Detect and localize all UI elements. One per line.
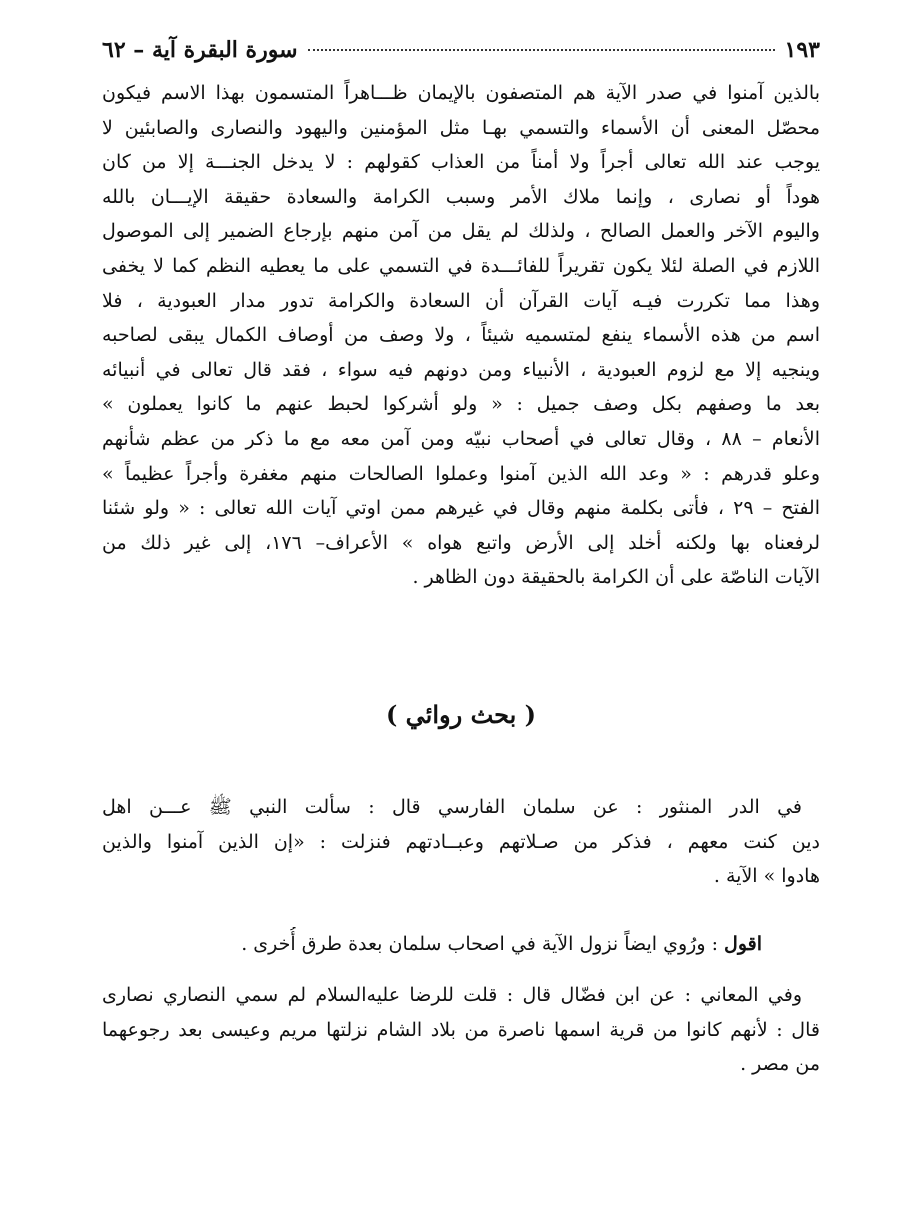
text-line: هادوا » الآية . [713,865,820,888]
text-line: واليوم الآخر والعمل الصالح ، ولذلك لم يقل من آمن منهم بإرجاع الضمير إلى الموصول [102,220,820,243]
text-line: من مصر . [740,1053,820,1076]
commentary-paragraph [102,76,820,595]
text-line: اللازم في الصلة لئلا يكون تقريراً للفائـــدة في التسمي على ما يعطيه النظم كما لا يخفى [102,254,820,277]
author-remark [102,927,762,962]
text-line: لرفعناه بها ولكنه أخلد إلى الأرض واتبع هواه » الأعراف– ١٧٦، إلى غير ذلك من [102,531,820,554]
narration-paragraph [102,978,820,1082]
text-line: قال : لأنهم كانوا من قرية اسمها ناصرة من بلاد الشام نزلتها مريم وعيسى بعد رجوعهما [102,1018,820,1041]
remark-text: : ورُوي ايضاً نزول الآية في اصحاب سلمان بعدة طرق أُخرى . [241,933,718,955]
text-line: هوداً أو نصارى ، وإنما ملاك الأمر وسبب الكرامة والسعادة حقيقة الإيـــان بالله [102,185,820,208]
text-line: الأنعام – ٨٨ ، وقال تعالى في أصحاب نبيّه ومن آمن معه مع ما ذكر من عظم شأنهم [102,427,820,450]
text-line: وينجيه إلا مع لزوم العبودية ، الأنبياء ومن دونهم فيه سواء ، فقد قال تعالى في أنبيائه [102,358,820,381]
text-line: دين كنت معهم ، فذكر من صـلاتهم وعبــادتهم فنزلت : «إن الذين آمنوا والذين [102,830,820,853]
page-number: ١٩٣ [784,37,820,63]
text-line: يوجب عند الله تعالى أجراً ولا أمناً من العذاب كقولهم : لا يدخل الجنـــة إلا من كان [102,151,820,174]
text-line: وعلو قدرهم : « وعد الله الذين آمنوا وعملوا الصالحات منهم مغفرة وأجراً عظيماً » [102,462,820,485]
text-line: وهذا مما تكررت فيـه آيات القرآن أن السعادة والكرامة تدور مدار العبودية ، فلا [102,289,820,312]
remark-lead: اقول [724,933,762,955]
text-line: بعد ما وصفهم بكل وصف جميل : « ولو أشركوا لحبط عنهم ما كانوا يعملون » [102,393,820,416]
text-line: اسم من هذه الأسماء ينفع لمتسميه شيئاً ، ولا وصف من أوصاف الكمال يبقى لصاحبه [102,324,820,347]
running-header [102,30,820,70]
text-line: الفتح – ٢٩ ، فأتى بكلمة منهم وقال في غيرهم ممن اوتي آيات الله تعالى : « ولو شئنا [102,497,820,520]
text-line: في الدر المنثور : عن سلمان الفارسي قال : سألت النبي ﷺ عـــن اهل [102,796,802,818]
text-line: وفي المعاني : عن ابن فضّال قال : قلت للرضا عليه‌السلام لم سمي النصاري نصارى [102,984,802,1006]
chapter-title: سورة البقرة آية – ٦٢ [102,37,298,63]
section-heading: ( بحث روائي ) [385,700,537,729]
text-line: بالذين آمنوا في صدر الآية هم المتصفون بالإيمان ظـــاهراً المتسمون بهذا الاسم فيكون [102,82,820,104]
text-line: محصّل المعنى أن الأسماء والتسمي بهـا مثل المؤمنين واليهود والنصارى والصابئين لا [102,116,820,139]
header-dotted-rule [308,49,775,51]
narration-paragraph [102,790,820,894]
text-line: الآيات الناصّة على أن الكرامة بالحقيقة دون الظاهر . [412,566,820,589]
text-line [102,927,762,962]
